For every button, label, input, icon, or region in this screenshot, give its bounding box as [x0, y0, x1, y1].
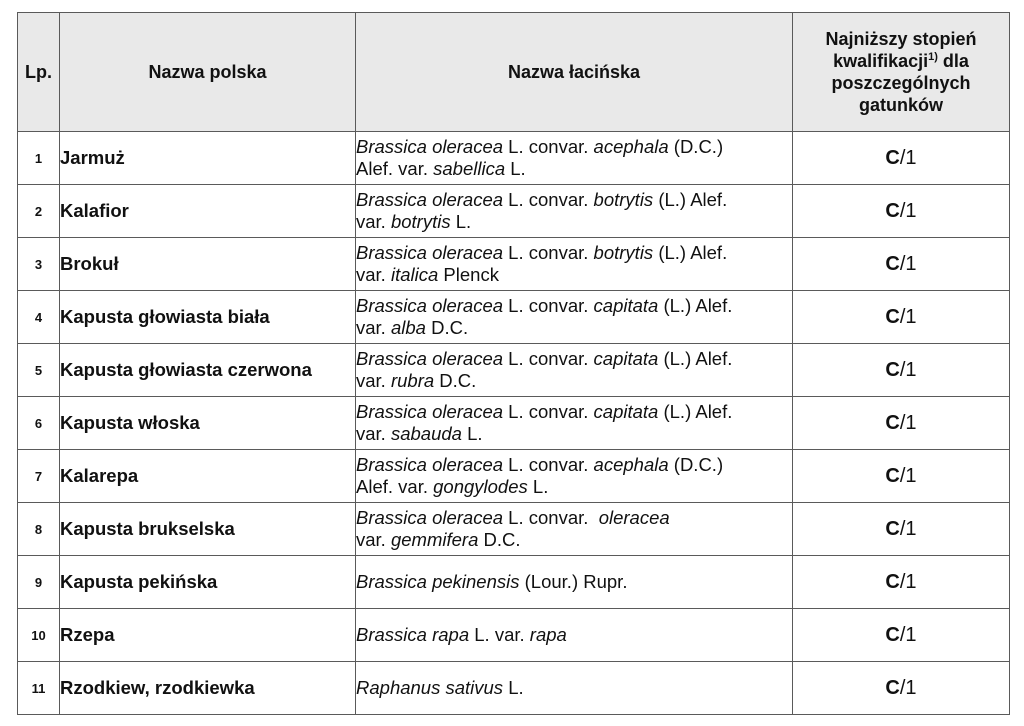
latin-name-italic-part: acephala: [593, 454, 669, 475]
row-number: 6: [18, 397, 60, 450]
latin-name-part: D.C.: [425, 317, 469, 338]
qualification-letter: C: [885, 252, 900, 275]
table-row: [18, 397, 1010, 450]
qualification-level: /1: [899, 411, 917, 434]
qualification-letter: C: [885, 411, 900, 434]
latin-name-italic-part: rubra: [390, 370, 435, 391]
qualification-level: /1: [899, 199, 917, 222]
latin-name-part: (L.) Alef.: [658, 348, 733, 369]
qualification-grade: [793, 344, 1010, 397]
latin-name: [356, 450, 793, 503]
latin-name-italic-part: Brassica oleracea: [356, 454, 504, 475]
latin-name-part: (L.) Alef.: [653, 189, 728, 210]
latin-name-italic-part: gongylodes: [433, 476, 528, 497]
qualification-level: /1: [899, 358, 917, 381]
latin-name-italic-part: gemmifera: [390, 529, 479, 550]
latin-name-part: var.: [356, 370, 391, 391]
latin-name-italic-part: acephala: [593, 136, 669, 157]
latin-name-italic-part: alba: [390, 317, 426, 338]
latin-name-part: (L.) Alef.: [658, 401, 733, 422]
latin-name-italic-part: sabellica: [433, 158, 506, 179]
polish-name: Kapusta włoska: [60, 397, 356, 450]
qualification-level: /1: [899, 517, 917, 540]
latin-name-italic-part: botrytis: [390, 211, 451, 232]
qualification-level: /1: [899, 146, 917, 169]
polish-name: Kapusta głowiasta czerwona: [60, 344, 356, 397]
latin-name-part: Alef. var.: [356, 158, 434, 179]
latin-name-part: (D.C.): [668, 454, 724, 475]
qualification-grade: [793, 503, 1010, 556]
latin-name-italic-part: capitata: [593, 348, 659, 369]
latin-name-italic-part: oleracea: [598, 507, 670, 528]
qualification-letter: C: [885, 199, 900, 222]
table-row: [18, 132, 1010, 185]
qualification-letter: C: [885, 623, 900, 646]
header-polish-name: Nazwa polska: [60, 13, 356, 132]
qualification-level: /1: [899, 464, 917, 487]
latin-name-italic-part: Brassica oleracea: [356, 189, 504, 210]
latin-name: [356, 556, 793, 609]
qualification-letter: C: [885, 676, 900, 699]
qualification-grade: [793, 609, 1010, 662]
qualification-level: /1: [899, 623, 917, 646]
latin-name-italic-part: capitata: [593, 295, 659, 316]
latin-name-part: L. convar.: [503, 242, 594, 263]
polish-name: Brokuł: [60, 238, 356, 291]
header-qualification-line4: gatunków: [859, 95, 943, 115]
latin-name-part: L. convar.: [503, 507, 599, 528]
header-qualification-line2: kwalifikacji: [833, 51, 929, 71]
latin-name-part: L. var.: [469, 624, 530, 645]
header-row: [18, 13, 1010, 132]
latin-name-italic-part: rapa: [529, 624, 567, 645]
species-table: [17, 12, 1010, 715]
latin-name-part: L.: [461, 423, 483, 444]
row-number: 3: [18, 238, 60, 291]
polish-name: Kapusta pekińska: [60, 556, 356, 609]
latin-name: [356, 238, 793, 291]
qualification-level: /1: [899, 570, 917, 593]
latin-name-part: var.: [356, 264, 391, 285]
latin-name-part: D.C.: [434, 370, 477, 391]
qualification-letter: C: [885, 146, 900, 169]
table-body: [18, 132, 1010, 715]
latin-name-part: L.: [450, 211, 472, 232]
latin-name-part: L.: [503, 677, 524, 698]
latin-name-italic-part: botrytis: [593, 242, 654, 263]
polish-name: Kapusta głowiasta biała: [60, 291, 356, 344]
latin-name-part: (L.) Alef.: [658, 295, 733, 316]
latin-name-italic-part: capitata: [593, 401, 659, 422]
qualification-letter: C: [885, 305, 900, 328]
polish-name: Rzodkiew, rzodkiewka: [60, 662, 356, 715]
polish-name: Jarmuż: [60, 132, 356, 185]
row-number: 5: [18, 344, 60, 397]
latin-name-part: L. convar.: [503, 189, 594, 210]
header-qualification: [793, 13, 1010, 132]
latin-name-part: var.: [356, 211, 391, 232]
row-number: 1: [18, 132, 60, 185]
row-number: 11: [18, 662, 60, 715]
latin-name-part: var.: [356, 423, 391, 444]
latin-name: [356, 344, 793, 397]
footnote-marker: 1): [928, 51, 938, 63]
row-number: 7: [18, 450, 60, 503]
polish-name: Kapusta brukselska: [60, 503, 356, 556]
latin-name: [356, 185, 793, 238]
polish-name: Rzepa: [60, 609, 356, 662]
qualification-level: /1: [899, 676, 917, 699]
latin-name-italic-part: Brassica oleracea: [356, 401, 504, 422]
latin-name-italic-part: Raphanus sativus: [356, 677, 504, 698]
table-row: [18, 556, 1010, 609]
table-row: [18, 291, 1010, 344]
latin-name-part: (D.C.): [668, 136, 724, 157]
table-row: [18, 503, 1010, 556]
qualification-grade: [793, 185, 1010, 238]
header-qualification-line2-tail: dla: [937, 51, 969, 71]
latin-name: [356, 609, 793, 662]
latin-name-part: var.: [356, 529, 391, 550]
latin-name-part: L. convar.: [503, 136, 594, 157]
qualification-letter: C: [885, 570, 900, 593]
latin-name-part: (Lour.) Rupr.: [519, 571, 628, 592]
row-number: 4: [18, 291, 60, 344]
row-number: 8: [18, 503, 60, 556]
latin-name-italic-part: Brassica oleracea: [356, 295, 504, 316]
table-row: [18, 450, 1010, 503]
header-qualification-line1: Najniższy stopień: [825, 29, 977, 49]
table-row: [18, 344, 1010, 397]
latin-name-italic-part: Brassica oleracea: [356, 348, 504, 369]
latin-name-part: L. convar.: [503, 454, 594, 475]
table-row: [18, 238, 1010, 291]
latin-name: [356, 132, 793, 185]
row-number: 10: [18, 609, 60, 662]
latin-name-italic-part: Brassica oleracea: [356, 507, 504, 528]
latin-name-italic-part: Brassica oleracea: [356, 242, 504, 263]
latin-name-part: L.: [505, 158, 526, 179]
table-row: [18, 609, 1010, 662]
latin-name-italic-part: Brassica oleracea: [356, 136, 504, 157]
latin-name-part: L. convar.: [503, 295, 594, 316]
header-latin-name: Nazwa łacińska: [356, 13, 793, 132]
latin-name-part: L. convar.: [503, 401, 594, 422]
table-row: [18, 662, 1010, 715]
polish-name: Kalafior: [60, 185, 356, 238]
latin-name-part: L. convar.: [503, 348, 594, 369]
latin-name-italic-part: sabauda: [390, 423, 462, 444]
latin-name-part: Alef. var.: [356, 476, 434, 497]
latin-name: [356, 397, 793, 450]
qualification-letter: C: [885, 464, 900, 487]
qualification-grade: [793, 238, 1010, 291]
latin-name-part: L.: [527, 476, 549, 497]
qualification-grade: [793, 397, 1010, 450]
qualification-letter: C: [885, 517, 900, 540]
latin-name: [356, 662, 793, 715]
latin-name: [356, 503, 793, 556]
table-row: [18, 185, 1010, 238]
qualification-grade: [793, 450, 1010, 503]
header-lp: Lp.: [18, 13, 60, 132]
polish-name: Kalarepa: [60, 450, 356, 503]
latin-name-part: (L.) Alef.: [653, 242, 728, 263]
latin-name-italic-part: Brassica pekinensis: [356, 571, 520, 592]
qualification-letter: C: [885, 358, 900, 381]
latin-name-italic-part: italica: [390, 264, 439, 285]
latin-name: [356, 291, 793, 344]
qualification-grade: [793, 291, 1010, 344]
qualification-level: /1: [899, 305, 917, 328]
latin-name-italic-part: Brassica rapa: [356, 624, 470, 645]
latin-name-part: Plenck: [438, 264, 499, 285]
latin-name-part: var.: [356, 317, 391, 338]
qualification-grade: [793, 662, 1010, 715]
qualification-grade: [793, 556, 1010, 609]
latin-name-italic-part: botrytis: [593, 189, 654, 210]
qualification-level: /1: [899, 252, 917, 275]
header-qualification-line3: poszczególnych: [831, 73, 971, 93]
row-number: 2: [18, 185, 60, 238]
qualification-grade: [793, 132, 1010, 185]
row-number: 9: [18, 556, 60, 609]
latin-name-part: D.C.: [478, 529, 521, 550]
